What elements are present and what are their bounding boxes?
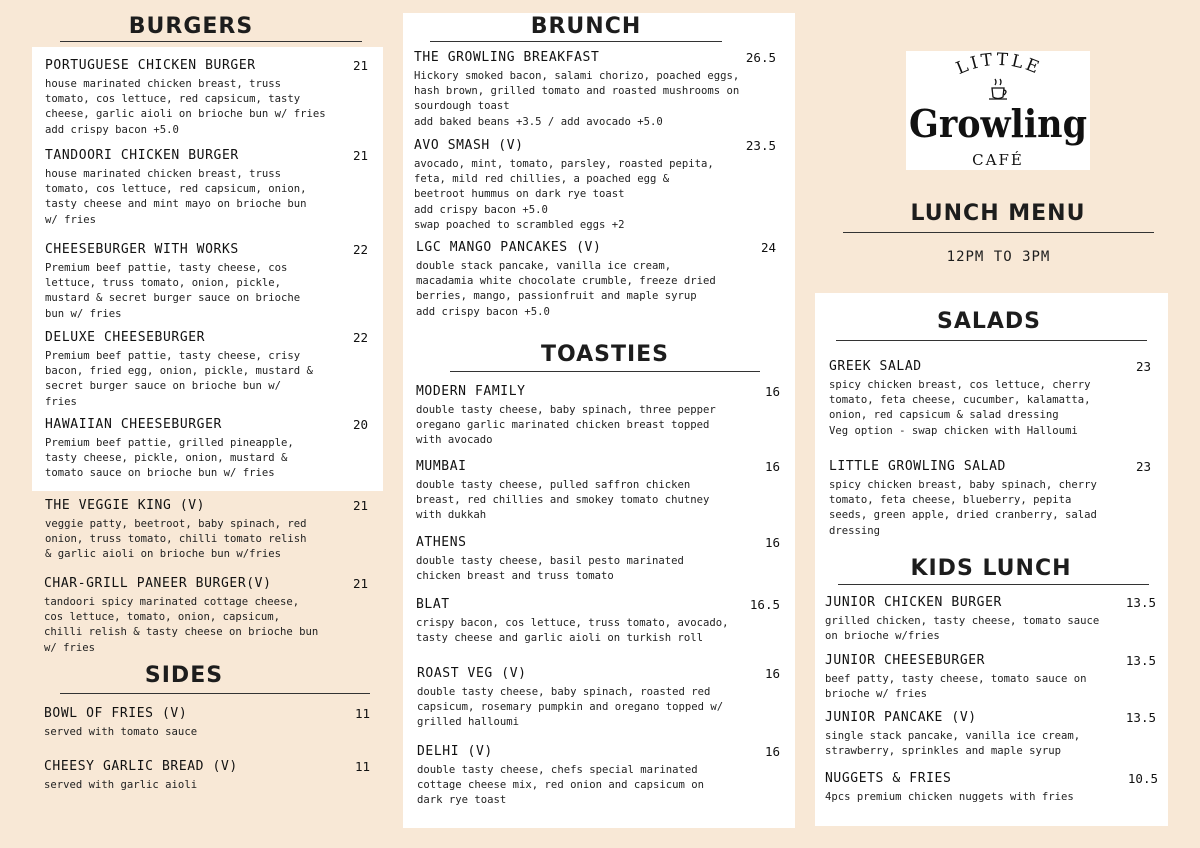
menu-item-bowl-of-fries: [44, 706, 370, 740]
item-description: avocado, mint, tomato, parsley, roasted pepita, feta, mild red chillies, a poached egg & beetroot hummus on dark rye toast add crispy bacon +5.0 swap poached to scrambled eggs +2: [414, 158, 714, 231]
item-description: double tasty cheese, chefs special marinated cottage cheese mix, red onion and capsicum on dark rye toast: [417, 764, 705, 807]
lunch-menu-rule: [843, 232, 1154, 233]
item-price: 16: [764, 459, 780, 474]
item-description: spicy chicken breast, baby spinach, cherry tomato, feta cheese, blueberry, pepita seeds, green apple, dried cranberry, salad dressing: [829, 479, 1097, 537]
item-description: Hickory smoked bacon, salami chorizo, poached eggs, hash brown, grilled tomato and roasted mushrooms on sourdough toast add baked beans +3.5 / add avocado +5.0: [414, 70, 740, 128]
item-price: 11: [354, 706, 370, 721]
item-description: Premium beef pattie, tasty cheese, crisy bacon, fried egg, onion, pickle, mustard & secret burger sauce on brioche bun w/ fries: [45, 350, 313, 408]
item-name: CHEESY GARLIC BREAD (V): [44, 759, 238, 774]
menu-item-growling-breakfast: [414, 50, 776, 130]
item-price: 10.5: [1127, 771, 1158, 786]
item-price: 21: [352, 58, 368, 73]
item-description: double tasty cheese, basil pesto marinated chicken breast and truss tomato: [416, 555, 684, 583]
item-name: AVO SMASH (V): [414, 138, 524, 153]
item-price: 23: [1135, 359, 1151, 374]
kids-lunch-heading: KIDS LUNCH: [910, 556, 1072, 581]
coffee-cup-icon: [989, 79, 1007, 99]
item-description: double tasty cheese, pulled saffron chicken breast, red chillies and smokey tomato chutney with dukkah: [416, 479, 710, 522]
item-description: 4pcs premium chicken nuggets with fries: [825, 791, 1074, 803]
item-description: served with garlic aioli: [44, 779, 198, 791]
item-name: GREEK SALAD: [829, 359, 922, 374]
menu-item-avo-smash: [414, 138, 776, 233]
item-price: 21: [352, 498, 368, 513]
item-description: tandoori spicy marinated cottage cheese, cos lettuce, tomato, onion, capsicum, chilli relish & tasty cheese on brioche bun w/ fries: [44, 596, 319, 654]
menu-item-deluxe-cheeseburger: [45, 330, 368, 410]
item-description: served with tomato sauce: [44, 726, 198, 738]
item-name: JUNIOR PANCAKE (V): [825, 710, 977, 725]
item-name: ATHENS: [416, 535, 467, 550]
menu-item-mumbai: [416, 459, 780, 524]
item-price: 23: [1135, 459, 1151, 474]
item-price: 22: [352, 242, 368, 257]
toasties-rule: [450, 371, 760, 372]
item-price: 24: [760, 240, 776, 255]
item-price: 26.5: [745, 50, 776, 65]
item-description: house marinated chicken breast, truss tomato, cos lettuce, red capsicum, tasty cheese, garlic aioli on brioche bun w/ fries add crispy bacon +5.0: [45, 78, 326, 136]
item-price: 21: [352, 148, 368, 163]
item-name: NUGGETS & FRIES: [825, 771, 952, 786]
item-name: PORTUGUESE CHICKEN BURGER: [45, 58, 256, 73]
item-description: grilled chicken, tasty cheese, tomato sauce on brioche w/fries: [825, 615, 1100, 643]
burgers-heading: BURGERS: [128, 14, 254, 39]
item-price: 16: [764, 666, 780, 681]
menu-item-junior-pancake: [825, 710, 1156, 759]
item-name: HAWAIIAN CHEESEBURGER: [45, 417, 222, 432]
item-price: 21: [352, 576, 368, 591]
item-name: BLAT: [416, 597, 450, 612]
item-name: LITTLE GROWLING SALAD: [829, 459, 1006, 474]
item-description: single stack pancake, vanilla ice cream, strawberry, sprinkles and maple syrup: [825, 730, 1081, 758]
item-name: LGC MANGO PANCAKES (V): [416, 240, 602, 255]
item-name: BOWL OF FRIES (V): [44, 706, 188, 721]
item-name: CHAR-GRILL PANEER BURGER(V): [44, 576, 272, 591]
cafe-logo: [906, 51, 1090, 170]
item-name: THE GROWLING BREAKFAST: [414, 50, 600, 65]
item-description: double tasty cheese, baby spinach, three pepper oregano garlic marinated chicken breast topped with avocado: [416, 404, 716, 447]
kids-lunch-rule: [838, 584, 1149, 585]
menu-item-tandoori-chicken-burger: [45, 148, 368, 228]
logo-main-text: Growling: [909, 101, 1087, 146]
logo-top-text: LITTLE: [953, 51, 1045, 80]
item-name: ROAST VEG (V): [417, 666, 527, 681]
item-name: JUNIOR CHICKEN BURGER: [825, 595, 1002, 610]
item-price: 16: [764, 384, 780, 399]
item-name: DELUXE CHEESEBURGER: [45, 330, 206, 345]
item-name: MODERN FAMILY: [416, 384, 526, 399]
menu-item-athens: [416, 535, 780, 584]
logo-bottom-text: CAFÉ: [972, 151, 1024, 169]
item-price: 13.5: [1125, 595, 1156, 610]
brunch-heading: BRUNCH: [530, 14, 642, 39]
salads-heading: SALADS: [936, 309, 1042, 334]
menu-item-char-grill-paneer-burger: [44, 576, 368, 656]
item-price: 13.5: [1125, 710, 1156, 725]
item-name: DELHI (V): [417, 744, 493, 759]
item-description: spicy chicken breast, cos lettuce, cherry tomato, feta cheese, cucumber, kalamatta, onion, red capsicum & salad dressing Veg option - swap chicken with Halloumi: [829, 379, 1091, 437]
logo-graphic: [906, 51, 1090, 170]
sides-heading: SIDES: [144, 663, 224, 688]
item-price: 23.5: [745, 138, 776, 153]
menu-item-greek-salad: [829, 359, 1151, 439]
lunch-menu-heading: LUNCH MENU: [910, 201, 1086, 226]
menu-item-veggie-king: [45, 498, 368, 563]
salads-rule: [836, 340, 1147, 341]
menu-item-modern-family: [416, 384, 780, 449]
item-price: 11: [354, 759, 370, 774]
menu-item-portuguese-chicken-burger: [45, 58, 368, 138]
item-name: MUMBAI: [416, 459, 467, 474]
item-description: crispy bacon, cos lettuce, truss tomato, avocado, tasty cheese and garlic aioli on turkish roll: [416, 617, 729, 645]
item-name: JUNIOR CHEESEBURGER: [825, 653, 986, 668]
item-description: Premium beef pattie, tasty cheese, cos lettuce, truss tomato, onion, pickle, mustard & secret burger sauce on brioche bun w/ fries: [45, 262, 301, 320]
menu-item-little-growling-salad: [829, 459, 1151, 539]
item-description: Premium beef pattie, grilled pineapple, tasty cheese, pickle, onion, mustard & tomato sauce on brioche bun w/ fries: [45, 437, 294, 480]
item-name: TANDOORI CHICKEN BURGER: [45, 148, 239, 163]
item-price: 13.5: [1125, 653, 1156, 668]
item-description: beef patty, tasty cheese, tomato sauce on brioche w/ fries: [825, 673, 1087, 701]
item-price: 16: [764, 535, 780, 550]
menu-item-cheeseburger-with-works: [45, 242, 368, 322]
menu-item-hawaiian-cheeseburger: [45, 417, 368, 482]
toasties-heading: TOASTIES: [540, 342, 670, 367]
sides-rule: [60, 693, 370, 694]
menu-item-blat: [416, 597, 780, 646]
burgers-rule: [60, 41, 362, 42]
menu-item-junior-cheeseburger: [825, 653, 1156, 702]
item-description: double tasty cheese, baby spinach, roasted red capsicum, rosemary pumpkin and oregano topped w/ grilled halloumi: [417, 686, 724, 729]
item-description: double stack pancake, vanilla ice cream, macadamia white chocolate crumble, freeze dried berries, mango, passionfruit and maple syrup add crispy bacon +5.0: [416, 260, 716, 318]
item-price: 16: [764, 744, 780, 759]
item-price: 20: [352, 417, 368, 432]
item-description: veggie patty, beetroot, baby spinach, red onion, truss tomato, chilli tomato relish & garlic aioli on brioche bun w/fries: [45, 518, 307, 561]
item-name: THE VEGGIE KING (V): [45, 498, 206, 513]
item-price: 16.5: [749, 597, 780, 612]
item-description: house marinated chicken breast, truss tomato, cos lettuce, red capsicum, onion, tasty cheese and mint mayo on brioche bun w/ fries: [45, 168, 307, 226]
menu-item-lgc-mango-pancakes: [416, 240, 776, 320]
menu-item-nuggets-and-fries: [825, 771, 1158, 805]
lunch-hours: 12PM TO 3PM: [946, 249, 1051, 265]
item-name: CHEESEBURGER WITH WORKS: [45, 242, 239, 257]
menu-item-roast-veg: [417, 666, 780, 731]
item-price: 22: [352, 330, 368, 345]
menu-item-junior-chicken-burger: [825, 595, 1156, 644]
menu-item-delhi: [417, 744, 780, 809]
brunch-rule: [430, 41, 722, 42]
menu-item-cheesy-garlic-bread: [44, 759, 370, 793]
